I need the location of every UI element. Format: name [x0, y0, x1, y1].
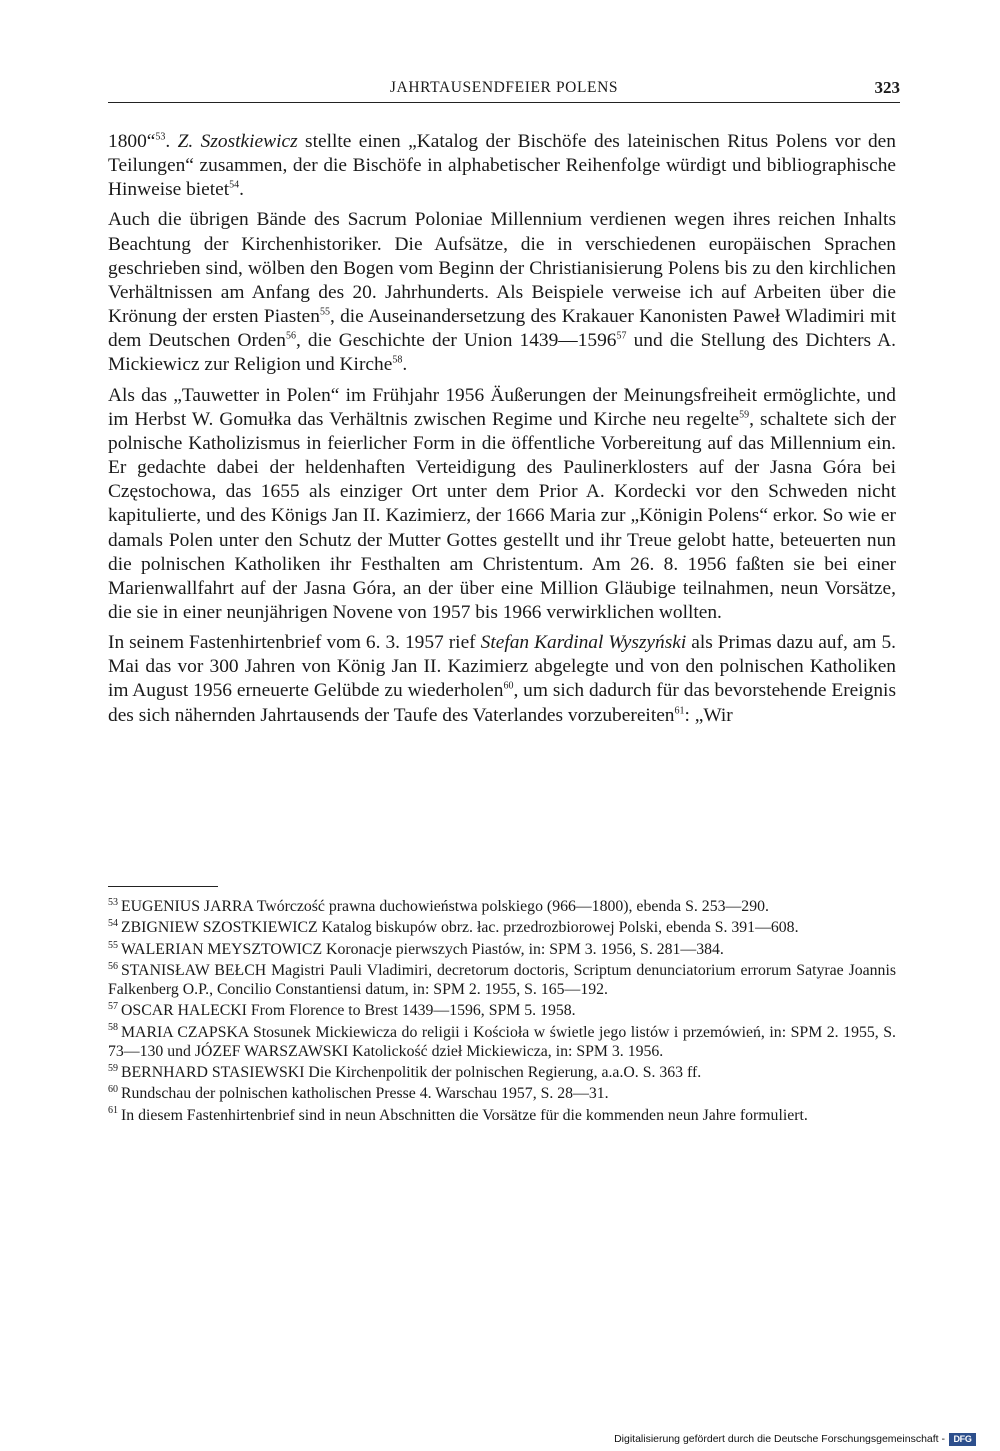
footnote-reference: 59: [739, 409, 750, 421]
footnote-reference: 57: [616, 330, 627, 342]
footnote-mark: 54: [108, 918, 118, 930]
text-run: Auch die übrigen Bände des Sacrum Poloniae Millennium verdienen wegen ihres reichen Inhalts Beachtung der Kirchenhistoriker. Die Aufsätze, die in verschiedenen europäischen Sprachen geschrieben sind, wölben den Bogen vom Beginn der Christianisierung Polens bis zu den kirchlichen Verhältnissen am Anfang des 20. Jahrhunderts. Als Beispiele verweise ich auf Arbeiten über die Krönung der ersten Piasten: [108, 209, 896, 328]
text-run: und die Stellung des Dichters A. Mickiewicz zur Religion und Kirche: [108, 330, 896, 376]
footnote-text: In diesem Fastenhirtenbrief sind in neun Abschnitten die Vorsätze für die kommenden neun Jahre formuliert.: [121, 1106, 808, 1124]
footnote: [108, 962, 896, 1000]
text-run: Als das „Tauwetter in Polen“ im Frühjahr 1956 Äußerungen der Meinungsfreiheit ermöglichte, und im Herbst W. Gomułka das Verhältnis zwischen Regime und Kirche neu regelte: [108, 384, 896, 430]
footnote-text: EUGENIUS JARRA Twórczość prawna duchowieństwa polskiego (966—1800), ebenda S. 253—290.: [121, 898, 769, 915]
text-run: In seinem Fastenhirtenbrief vom 6. 3. 1957 rief: [108, 632, 481, 654]
footnote: [108, 941, 896, 960]
text-run: als Primas dazu auf, am 5. Mai das vor 300 Jahren von König Jan II. Kazimierz abgelegte und von den polnischen Katholiken im August 1956 erneuerte Gelübde zu wiederholen: [108, 632, 896, 702]
footnote-reference: 55: [319, 306, 330, 318]
text-run: , schaltete sich der polnische Katholizismus in feierlicher Form in die öffentliche Vorbereitung auf das Millennium ein. Er gedachte dabei der heldenhaften Verteidigung des Paulinerklosters auf der Jasna Góra bei Częstochowa, das 1655 als einziger Ort unter dem Prior A. Kordecki vor den Schweden nicht kapitulierte, und des Königs Jan II. Kazimierz, der 1666 Maria zur „Königin Polens“ erkor. So wie er damals Polen unter den Schutz der Mutter Gottes gestellt und ihr Treue gelobt hatte, beteuerten nun die polnischen Katholiken ihr Festhalten am Christentum. Am 26. 8. 1956 faßten sie bei einer Marienwallfahrt auf der Jasna Góra, an der über eine Million Gläubige teilnahmen, neun Vorsätze, die sie in einer neunjährigen Novene von 1957 bis 1966 verwirklichen wollten.: [108, 408, 897, 623]
footnote-separator: [108, 886, 218, 887]
footnote-reference: 58: [392, 354, 403, 366]
footnote-mark: 60: [108, 1084, 118, 1096]
text-run: .: [402, 354, 408, 376]
text-run: .: [239, 179, 245, 201]
footnote-reference: 60: [503, 680, 514, 692]
dfg-logo-icon: DFG: [949, 1433, 976, 1446]
footnote-text: Rundschau der polnischen katholischen Presse 4. Warschau 1957, S. 28—31.: [121, 1085, 609, 1103]
main-text: [108, 130, 896, 728]
footnote-mark: 53: [108, 896, 118, 908]
footnotes: [108, 898, 896, 1128]
footnote-mark: 56: [108, 960, 118, 972]
footnote-reference: 53: [155, 131, 166, 143]
footnote-mark: 59: [108, 1062, 118, 1074]
body-paragraph: [108, 208, 896, 377]
text-run: : „Wir: [684, 704, 733, 726]
footnote-text: STANISŁAW BEŁCH Magistri Pauli Vladimiri, decretorum doctoris, Scriptum denunciatorium errorum Satyrae Joannis Falkenberg O.P., Concilio Constantiensi datum, in: SPM 2. 1955, S. 165—192.: [108, 962, 896, 998]
footnote-reference: 61: [674, 705, 685, 717]
footnote-text: BERNHARD STASIEWSKI Die Kirchenpolitik der polnischen Regierung, a.a.O. S. 363 ff.: [121, 1063, 702, 1081]
footnote-text: OSCAR HALECKI From Florence to Brest 1439—1596, SPM 5. 1958.: [121, 1002, 576, 1020]
footnote-mark: 61: [108, 1105, 118, 1117]
text-run: 1800“: [108, 131, 156, 152]
body-paragraph: [108, 384, 896, 626]
footnote-mark: 58: [108, 1022, 118, 1034]
text-run: , die Auseinandersetzung des Krakauer Kanonisten Paweł Wladimiri mit dem Deutschen Orden: [108, 306, 896, 352]
credit-text: Digitalisierung gefördert durch die Deutsche Forschungsgemeinschaft -: [614, 1433, 945, 1445]
footnote-text: MARIA CZAPSKA Stosunek Mickiewicza do religii i Kościoła w świetle jego listów i przemówień, in: SPM 2. 1955, S. 73—130 und JÓZEF WARSZAWSKI Katolickość dzieł Mickiewicza, in: SPM 3. 1956.: [108, 1023, 896, 1060]
text-run: , die Geschichte der Union 1439—1596: [295, 330, 617, 352]
footnote-mark: 55: [108, 939, 118, 951]
footnote-text: WALERIAN MEYSZTOWICZ Koronacje pierwszych Piastów, in: SPM 3. 1956, S. 281—384.: [121, 940, 724, 958]
author-name: Z. Szostkiewicz: [177, 131, 298, 152]
page-number: 323: [874, 78, 900, 97]
footnote-text: ZBIGNIEW SZOSTKIEWICZ Katalog biskupów obrz. łac. przedrozbiorowej Polski, ebenda S. 391—608.: [121, 919, 799, 937]
text-run: .: [165, 131, 178, 152]
footnote: [108, 1064, 896, 1083]
author-name: Stefan Kardinal Wyszyński: [480, 632, 687, 654]
footnote: [108, 1085, 896, 1104]
footnote: [108, 1107, 896, 1126]
text-run: stellte einen „Katalog der Bischöfe des lateinischen Ritus Polens vor den Teilungen“ zusammen, der die Bischöfe in alphabetischer Reihenfolge würdigt und bibliographische Hinweise bietet: [108, 131, 896, 201]
footnote: [108, 898, 896, 917]
footnote: [108, 1002, 896, 1021]
body-paragraph: [108, 631, 896, 728]
body-paragraph: [108, 130, 896, 202]
running-title: JAHRTAUSENDFEIER POLENS: [389, 79, 619, 96]
digitization-credit: [614, 1431, 976, 1447]
text-run: , um sich dadurch für das bevorstehende Ereignis des sich nähernden Jahrtausends der Taufe des Vaterlandes vorzubereiten: [108, 680, 896, 726]
footnote-reference: 56: [285, 330, 296, 342]
running-header: [108, 78, 900, 103]
footnote: [108, 1024, 896, 1062]
footnote-mark: 57: [108, 1001, 118, 1013]
footnote-reference: 54: [229, 179, 240, 191]
footnote: [108, 919, 896, 938]
